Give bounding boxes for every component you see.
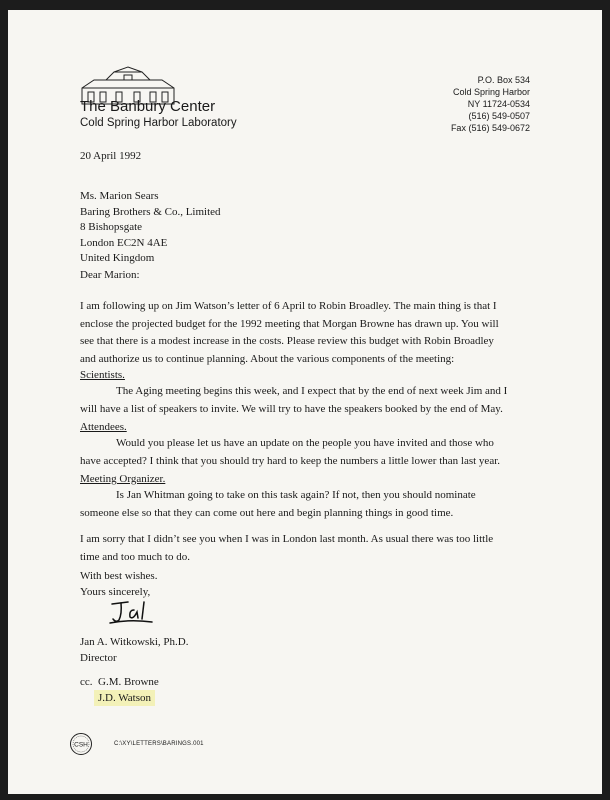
- address-line: (516) 549-0507: [468, 111, 530, 121]
- signature-mark: [108, 598, 158, 626]
- cc-recipient: G.M. Browne: [98, 676, 159, 688]
- address-line: NY 11724-0534: [467, 99, 530, 109]
- section-heading-attendees: Attendees.: [80, 421, 127, 433]
- section-body-scientists: The Aging meeting begins this week, and I expect that by the end of next week Jim and I will have a list of speakers to invite. We will try to have the speakers booked by the end of May.: [80, 385, 508, 415]
- cc-line: [80, 674, 159, 690]
- recipient-line: United Kingdom: [80, 252, 155, 264]
- org-name: The Banbury Center: [80, 98, 216, 115]
- section-heading-scientists: Scientists.: [80, 369, 125, 381]
- svg-text:CSH: CSH: [74, 741, 88, 749]
- address-line: Cold Spring Harbor: [452, 87, 530, 97]
- address-line: P.O. Box 534: [477, 75, 530, 85]
- section-body-attendees: Would you please let us have an update on the people you have invited and those who have accepted? I think that you should try hard to keep the numbers a little lower than last year.: [80, 437, 501, 467]
- cc-label: cc.: [80, 676, 93, 688]
- recipient-block: [80, 189, 221, 267]
- section-heading-meeting-organizer: Meeting Organizer.: [80, 473, 166, 485]
- signer-name: Jan A. Witkowski, Ph.D.: [80, 636, 189, 648]
- recipient-line: 8 Bishopsgate: [80, 221, 143, 233]
- letter-page: [8, 10, 602, 794]
- address-line: Fax (516) 549-0672: [450, 123, 530, 133]
- best-wishes: With best wishes.: [80, 570, 158, 582]
- file-path: C:\XY\LETTERS\BARINGS.001: [114, 741, 204, 747]
- recipient-line: Baring Brothers & Co., Limited: [80, 205, 221, 218]
- cc-recipient-highlighted: J.D. Watson: [94, 690, 155, 706]
- intro-paragraph: I am following up on Jim Watson’s letter of 6 April to Robin Broadley. The main thing is that I enclose the projected budget for the 1992 meeting that Morgan Browne has drawn up. You will see that there is a modest increase in the costs. Please review this budget with Robin Broadley and authorize us to continue planning. About the various components of the meeting:: [80, 300, 499, 365]
- recipient-line: Ms. Marion Sears: [80, 190, 159, 202]
- address-block: [451, 74, 530, 134]
- signer-title: Director: [80, 652, 117, 664]
- csh-seal-logo: [69, 732, 93, 756]
- salutation: Dear Marion:: [80, 269, 140, 281]
- letter-date: 20 April 1992: [80, 150, 142, 162]
- recipient-line: London EC2N 4AE: [80, 236, 168, 249]
- closing-paragraph: I am sorry that I didn’t see you when I was in London last month. As usual there was too little time and too much to do.: [80, 533, 494, 563]
- org-subtitle: Cold Spring Harbor Laboratory: [80, 117, 237, 129]
- valediction: Yours sincerely,: [80, 586, 151, 598]
- section-body-meeting-organizer: Is Jan Whitman going to take on this task again? If not, then you should nominate someone else so that they can come out here and begin planning things in good time.: [80, 489, 476, 519]
